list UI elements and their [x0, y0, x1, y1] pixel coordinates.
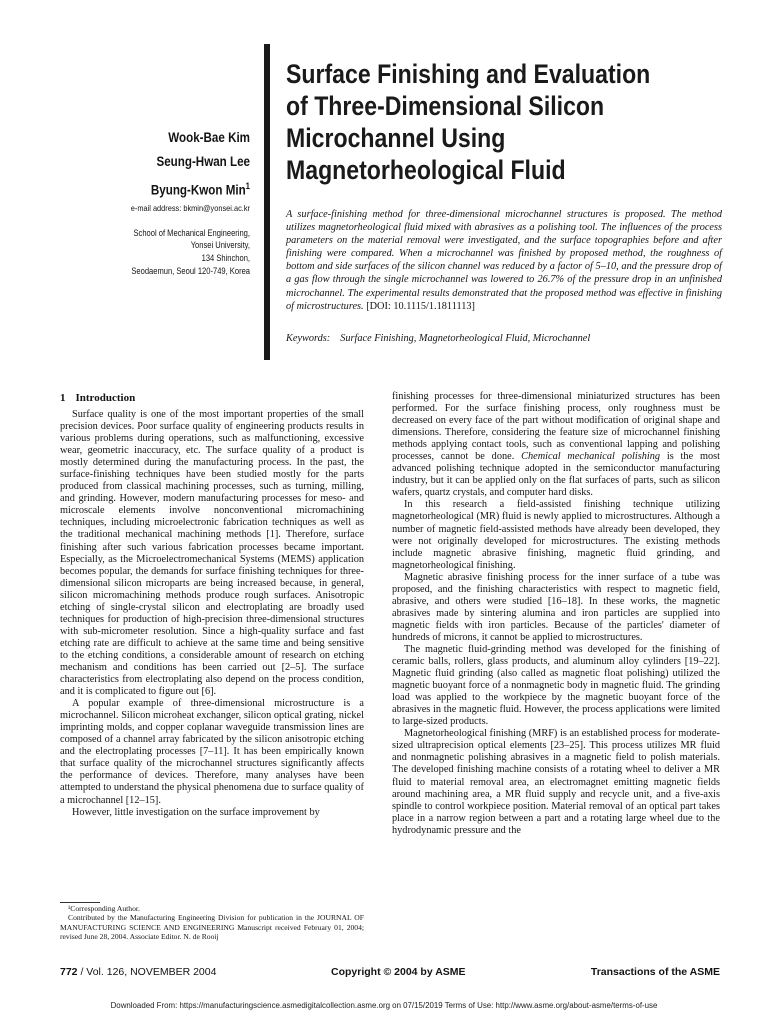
emphasized-term: Chemical mechanical polishing: [521, 451, 661, 463]
body-paragraph: [392, 391, 720, 499]
footer-separator: /: [77, 966, 87, 978]
section-heading: [60, 391, 364, 405]
affiliation-line: School of Mechanical Engineering,: [133, 227, 250, 238]
title-accent-bar: [264, 44, 270, 360]
affiliation-line: 134 Shinchon,: [201, 253, 250, 264]
keywords-label: Keywords:: [286, 333, 331, 344]
abstract: [286, 208, 722, 313]
author-name: Wook-Bae Kim: [168, 130, 250, 145]
corresponding-author-mark: 1: [245, 181, 250, 191]
author-affiliation: [87, 227, 250, 278]
affiliation-line: Yonsei University,: [190, 240, 250, 251]
author-name: [87, 174, 250, 203]
left-column: [60, 391, 364, 819]
footer-page-info: [60, 966, 216, 978]
footnotes: [60, 904, 364, 942]
footnote: ¹Corresponding Author.: [68, 904, 140, 913]
copyright-notice: Copyright © 2004 by ASME: [331, 966, 466, 978]
page-number: 772: [60, 966, 78, 978]
body-paragraph: Surface quality is one of the most important properties of the small precision devices. Poor surface quality of engineering products results in various problems during operations, such as malfunctioning, excessive wear, geometric inaccuracy, etc. The surface quality of a product is mostly determined during the manufacturing process. In the past, the surface-finishing techniques have been studied mostly for the parts produced from classical machining processes, such as turning, milling, and grinding. However, modern manufacturing processes for meso- and microscale elements involve nonconventional micromachining techniques, including microelectronic fabrication techniques as well as the traditional mechanical machining methods [1]. Therefore, surface finishing after such various fabrication processes became important. Especially, as the Microelectromechanical Systems (MEMS) application becomes popular, the demands for surface finishing techniques for three-dimensional silicon microparts are being increased because, in general, silicon micromachining methods produce rough surfaces. Anisotropic etching of single-crystal silicon and electroplating are broadly used techniques for production of high-precision three-dimensional structures with sub-micrometer resolution. Since a high-quality surface and fast etching rate are difficult to achieve at the same time and being sensitive to the etching conditions, a considerable amount of research on etching mechanism and conditions has been carried out [2–5]. The surface characteristics from electroplating also depend on the process condition, and it is complicated to figure out [6].: [60, 409, 364, 698]
body-paragraph: The magnetic fluid-grinding method was developed for the finishing of ceramic balls, rollers, glass products, and aluminum alloy cylinders [19–22]. Magnetic fluid grinding (also called as magnetic float polishing) utilized the magnetic buoyant force of a nonmagnetic body in magnetic fluid. The grinding load was applied to the workpiece by the magnetic buoyant force of the abrasives in the magnetic fluid. However, the process applications were limited to large-sized products.: [392, 643, 720, 728]
page-footer: [60, 966, 720, 980]
keywords-list: Surface Finishing, Magnetorheological Fluid, Microchannel: [340, 333, 591, 344]
body-paragraph: Magnetic abrasive finishing process for the inner surface of a tube was proposed, and the finishing characteristics with respect to magnetic field, abrasive, and others were studied [16–18]. In these works, the magnetic abrasives made by sintering alumina and iron particles are supplied into magnetic fields with iron particles. Because of the particles' diameter of hundreds of microns, it cannot be applied to microstructures.: [392, 571, 720, 643]
title-line: Magnetorheological Fluid: [286, 155, 566, 185]
body-paragraph: In this research a field-assisted finishing technique utilizing magnetorheological (MR) fluid is newly applied to microstructures. Although a number of magnetic field-assisted methods have already been developed, they were not originally developed for microstructures. The existing methods include magnetic abrasive finishing, magnetic fluid grinding, and magnetorheological finishing.: [392, 499, 720, 571]
journal-name: Transactions of the ASME: [590, 966, 720, 978]
footnote: Contributed by the Manufacturing Engineering Division for publication in the JOURNAL OF MANUFACTURING SCIENCE AND ENGINEERING Manuscript received February 01, 2004; revised June 28, 2004. Associate Editor. N. de Rooij: [60, 913, 364, 942]
affiliation-line: Seodaemun, Seoul 120-749, Korea: [131, 265, 250, 276]
author-name: Seung-Hwan Lee: [156, 154, 250, 169]
keywords: [286, 333, 722, 344]
right-column: [392, 391, 720, 837]
body-paragraph: However, little investigation on the surface improvement by: [72, 806, 320, 818]
footnote-divider: [60, 902, 100, 903]
title-line: of Three-Dimensional Silicon: [286, 91, 605, 121]
title-line: Microchannel Using: [286, 123, 506, 153]
doi-reference: [DOI: 10.1115/1.1811113]: [366, 300, 475, 312]
paragraph-text: is the most advanced polishing technique adopted in the semiconductor manufacturing industry, but it can be applied only on the flat surfaces of parts, such as silicon wafers, quartz crystals, and computer hard disks.: [392, 451, 720, 499]
author-email: e-mail address: bkmin@yonsei.ac.kr: [130, 202, 250, 213]
corresponding-author-name: Byung-Kwon Min: [150, 182, 246, 198]
body-paragraph: A popular example of three-dimensional microstructure is a microchannel. Silicon microheat exchanger, silicon optical grating, nickel imprinting molds, and copper coplanar waveguide transmission lines are composed of a channel array fabricated by the silicon anisotropic etching and the electroplating processes [7–11]. It has been empirically known that surface quality of the microchannel structures significantly affects the performance of devices. Therefore, many analyses have been attempted to understand the physical phenomena due to surface quality of a microchannel [12–15].: [60, 698, 364, 806]
body-paragraph: Magnetorheological finishing (MRF) is an established process for moderate-sized ultraprecision optical elements [23–25]. This process utilizes MR fluid and nonmagnetic polishing abrasives in a magnetic field to polish materials. The developed finishing machine consists of a rotating wheel to deliver a MR fluid to material removal area, an electromagnet emitting magnetic fields around machining area, a MR fluid supply and recycle unit, and a five-axis spindle to control workpiece position. Material removal of an optical part takes place in a narrow region between a part and a rotating large wheel due to the hydrodynamic pressure and the: [392, 728, 720, 836]
section-title: Introduction: [75, 392, 136, 404]
author-block: [60, 126, 250, 278]
volume-info: Vol. 126, NOVEMBER 2004: [86, 966, 217, 978]
paper-title: [286, 58, 662, 186]
download-notice: Downloaded From: https://manufacturingscience.asmedigitalcollection.asme.org on 07/15/2019 Terms of Use: http://www.asme.org/about-asme/terms-of-use: [110, 1001, 658, 1010]
paragraph-text: finishing processes for three-dimensional miniaturized structures has been performed. For the surface finishing process, only roughness must be decreased on every face of the part without modification of original shape and dimensions. Therefore, considering the feature size of microchannel finishing methods applying contact tools, such as conventional lapping and polishing processes, cannot be done.: [392, 391, 720, 463]
section-number: 1: [60, 392, 66, 404]
abstract-text: A surface-finishing method for three-dimensional microchannel structures is proposed. The method utilizes magnetorheological fluid mixed with abrasives as a polishing tool. The influences of the process parameters on the material removal were investigated, and the surface topographies before and after finishing were compared. When a microchannel was finished by proposed method, the roughness of bottom and side surfaces of the silicon channel was reduced by a factor of 5–10, and the pressure drop of a gas flow through the single microchannel was lowered to 26.7% of the pressure drop in an unfinished microchannel. The experimental results demonstrated that the proposed method was effective in finishing of microstructures.: [286, 209, 722, 312]
title-line: Surface Finishing and Evaluation: [286, 59, 651, 89]
